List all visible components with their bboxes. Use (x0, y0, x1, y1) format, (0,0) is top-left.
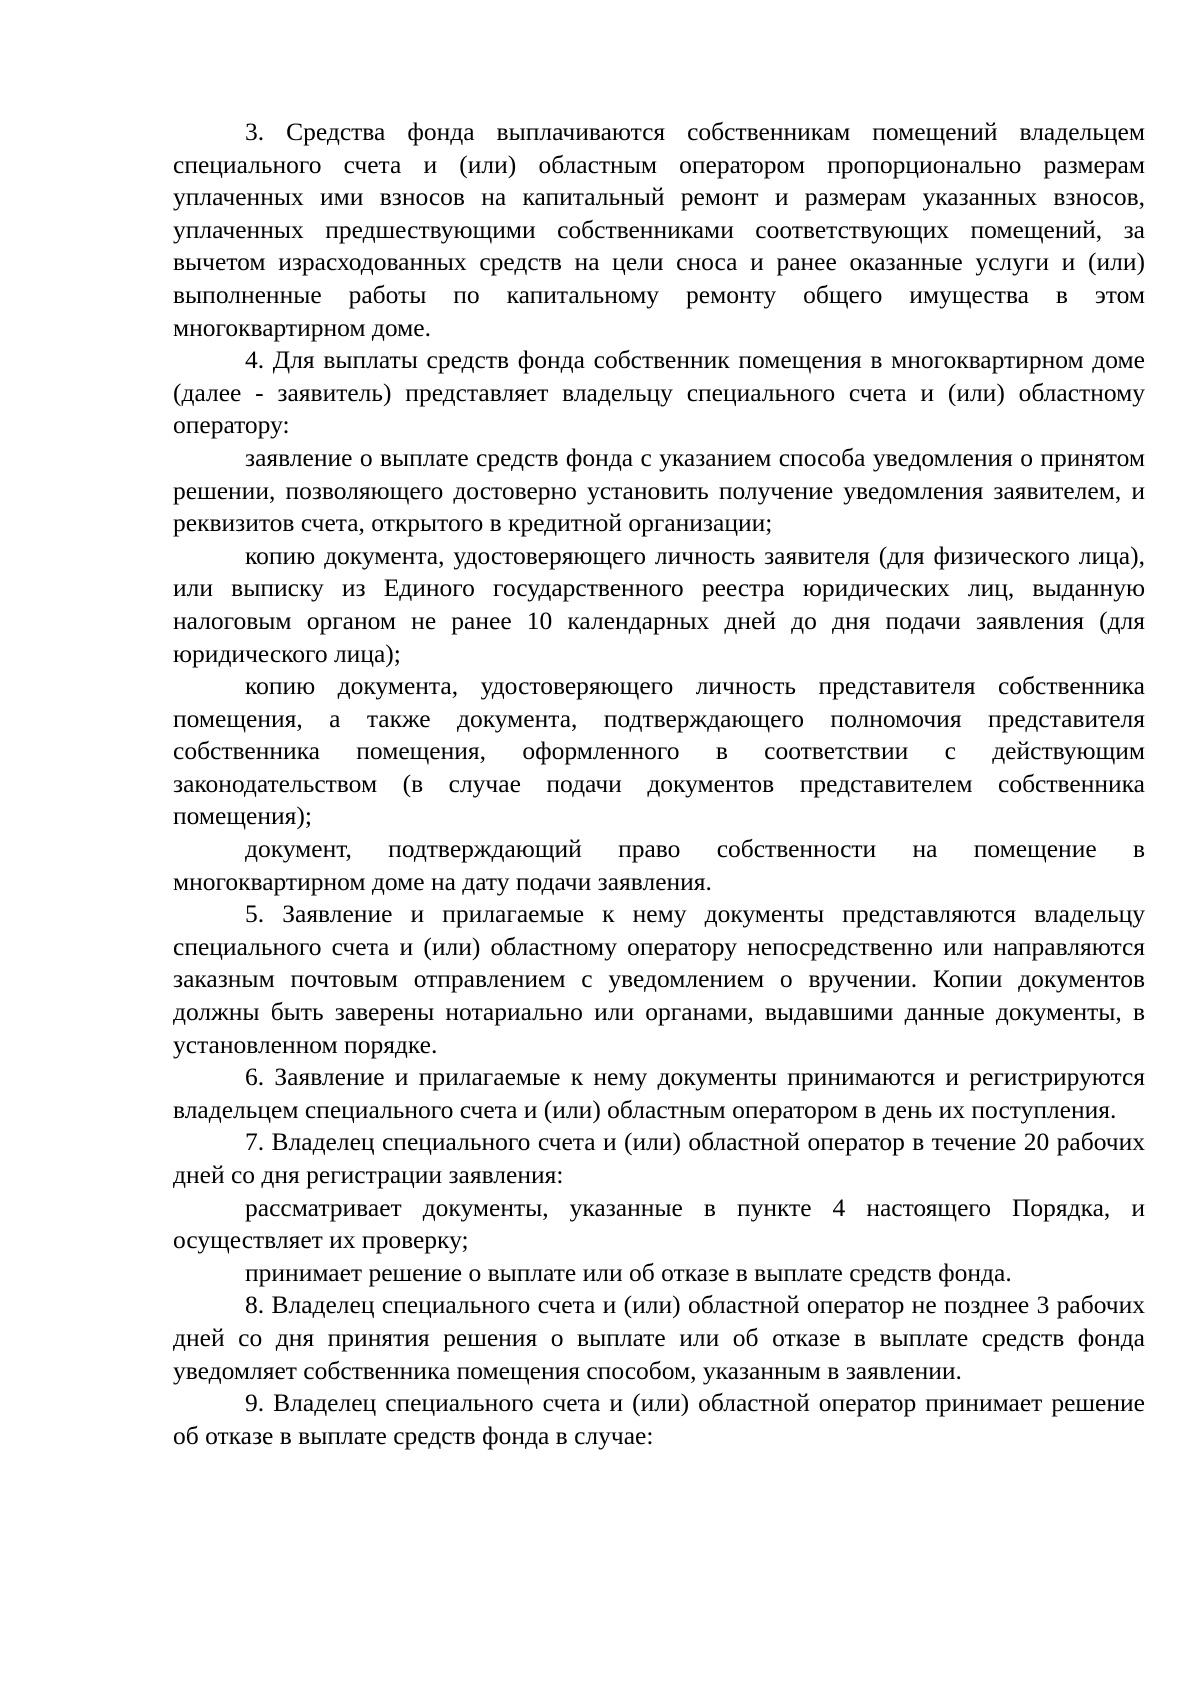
paragraph-item-4: 4. Для выплаты средств фонда собственник помещения в многоквартирном доме (далее - заявитель) представляет владельцу специального счета и (или) областному оператору: (173, 345, 1145, 440)
paragraph-application: заявление о выплате средств фонда с указанием способа уведомления о принятом решении, позволяющего достоверно установить получение уведомления заявителем, и реквизитов счета, открытого в кредитной организации; (173, 442, 1145, 538)
paragraph-ownership-document: документ, подтверждающий право собственности на помещение в многоквартирном доме на дату подачи заявления. (173, 834, 1145, 896)
paragraph-item-9: 9. Владелец специального счета и (или) областной оператор принимает решение об отказе в выплате средств фонда в случае: (173, 1388, 1145, 1450)
paragraph-item-6: 6. Заявление и прилагаемые к нему документы принимаются и регистрируются владельцем специального счета и (или) областным оператором в день их поступления. (173, 1062, 1145, 1124)
paragraph-representative-id-copy: копию документа, удостоверяющего личность представителя собственника помещения, а также документа, подтверждающего полномочия представителя собственника помещения, оформленного в соответствии с действующим законодательством (в случае подачи документов представителем собственника помещения); (173, 671, 1145, 831)
paragraph-make-decision: принимает решение о выплате или об отказе в выплате средств фонда. (245, 1257, 1012, 1287)
document-body (173, 116, 1145, 1452)
paragraph-item-8: 8. Владелец специального счета и (или) областной оператор не позднее 3 рабочих дней со дня принятия решения о выплате или об отказе в выплате средств фонда уведомляет собственника помещения способом, указанным в заявлении. (173, 1290, 1145, 1385)
paragraph-applicant-id-copy: копию документа, удостоверяющего личность заявителя (для физического лица), или выписку из Единого государственного реестра юридических лиц, выданную налоговым органом не ранее 10 календарных дней до дня подачи заявления (для юридического лица); (173, 540, 1145, 668)
paragraph-review-documents: рассматривает документы, указанные в пункте 4 настоящего Порядка, и осуществляет их проверку; (173, 1192, 1145, 1255)
paragraph-item-5: 5. Заявление и прилагаемые к нему документы представляются владельцу специального счета и (или) областному оператору непосредственно или направляются заказным почтовым отправлением с уведомлением о вручении. Копии документов должны быть заверены нотариально или органами, выдавшими данные документы, в установленном порядке. (173, 899, 1145, 1059)
paragraph-item-3: 3. Средства фонда выплачиваются собственникам помещений владельцем специального счета и (или) областным оператором пропорционально размерам уплаченных ими взносов на капитальный ремонт и размерам указанных взносов, уплаченных предшествующими собственниками соответствующих помещений, за вычетом израсходованных средств на цели сноса и ранее оказанные услуги и (или) выполненные работы по капитальному ремонту общего имущества в этом многоквартирном доме. (173, 117, 1145, 342)
paragraph-item-7: 7. Владелец специального счета и (или) областной оператор в течение 20 рабочих дней со дня регистрации заявления: (173, 1127, 1145, 1189)
